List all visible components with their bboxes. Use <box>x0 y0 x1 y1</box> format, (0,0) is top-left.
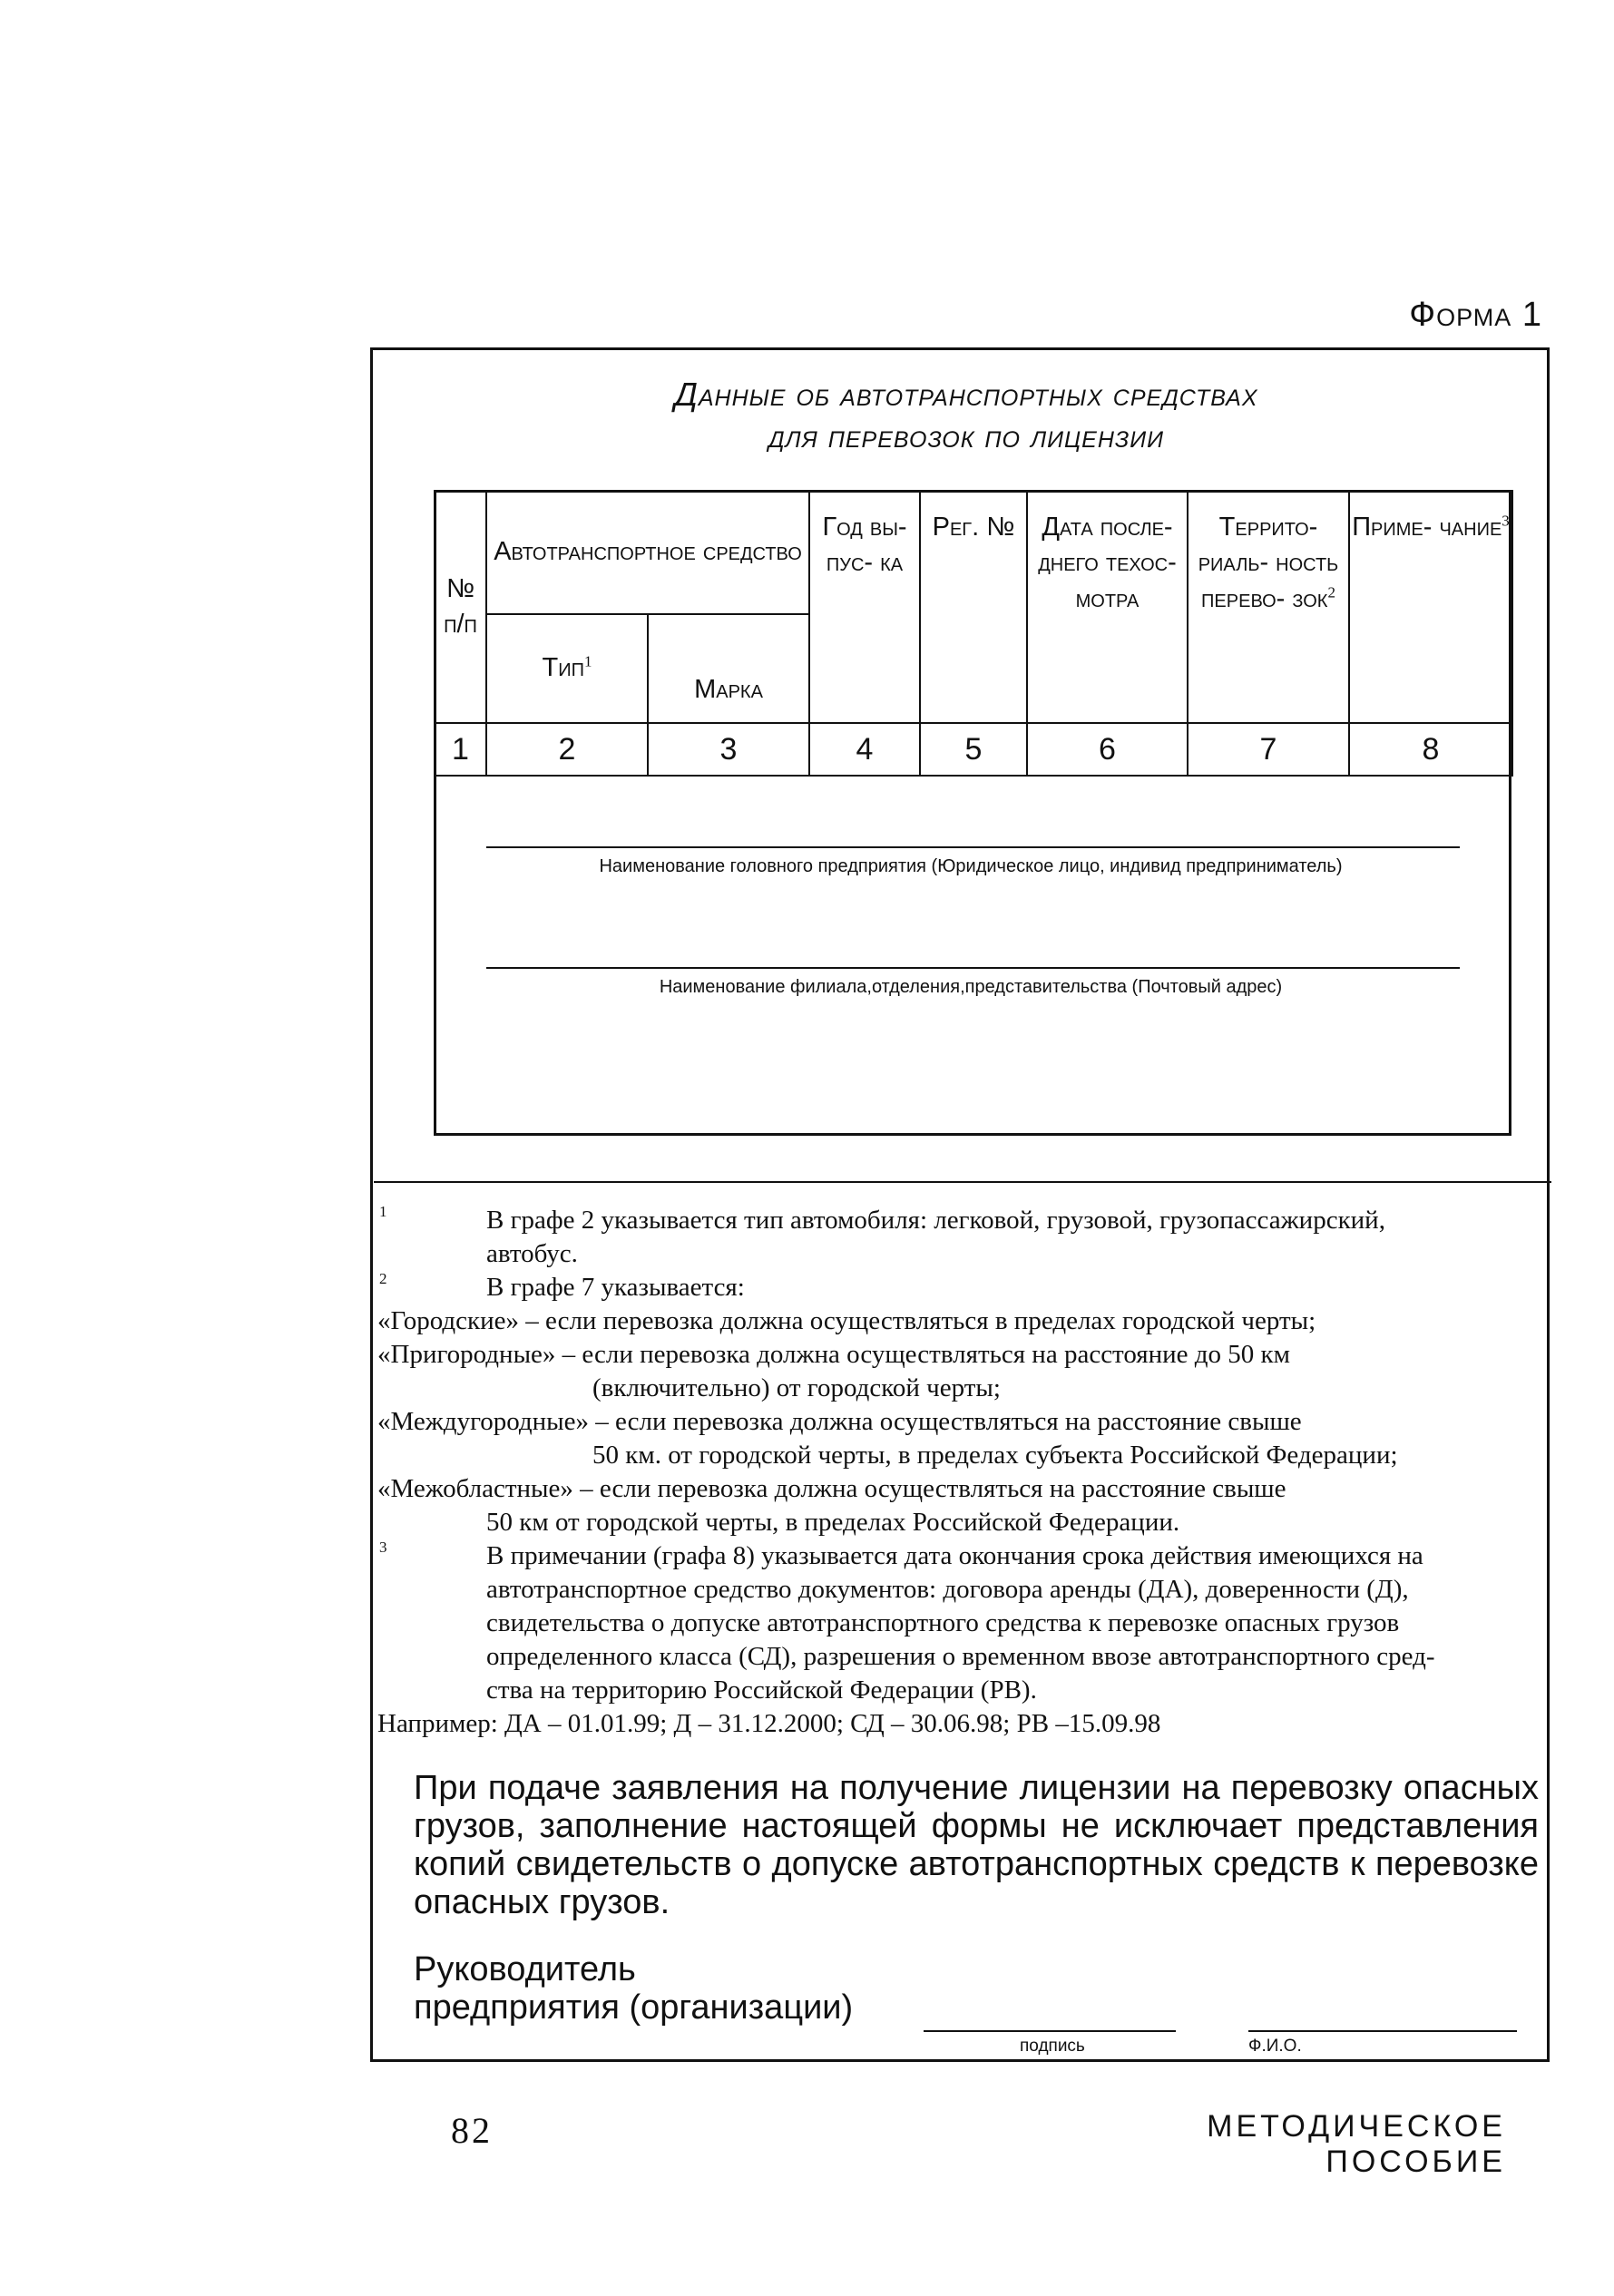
full-name-caption: Ф.И.О. <box>1248 2037 1302 2056</box>
signature-caption: подпись <box>1020 2037 1085 2056</box>
footnote-2-line-3: «Пригородные» – если перевозка должна осуществляться на расстояние до 50 км <box>377 1340 1290 1369</box>
vehicles-table <box>434 490 1513 777</box>
footnote-3-line-5: ства на территорию Российской Федерации (РВ). <box>486 1676 1037 1705</box>
column-number: 6 <box>1027 723 1188 776</box>
form-title-line1: Данные об автотранспортных средствах <box>674 376 1258 413</box>
footnote-2-line-4: (включительно) от городской черты; <box>592 1373 1001 1402</box>
footnote-3-line-3: свидетельства о допуске автотранспортного средства к перевозке опасных грузов <box>486 1608 1400 1637</box>
head-enterprise-caption: Наименование головного предприятия (Юридическое лицо, индивид предприниматель) <box>599 856 1343 876</box>
branch-caption: Наименование филиала,отделения,представительства (Почтовый адрес) <box>659 977 1283 997</box>
footnote-separator <box>374 1181 1551 1183</box>
header-type: Тип$^1$ <box>486 614 648 723</box>
column-number: 7 <box>1188 723 1349 776</box>
header-territory: Террито- риаль- ность перево- зок$^2$ <box>1188 491 1349 723</box>
column-number: 1 <box>435 723 486 776</box>
signature-line <box>924 2030 1176 2032</box>
book-title: МЕТОДИЧЕСКОЕ ПОСОБИЕ <box>1207 2109 1506 2179</box>
footnote-2-line-1: В графе 7 указывается: <box>486 1273 745 1302</box>
dangerous-goods-note: При подаче заявления на получение лицензии на перевозку опасных грузов, заполнение настоящей формы не исключает представления копий свидетельств о допуске автотранспортных средств к перевозке опасных грузов. <box>414 1769 1539 1921</box>
footnote-ref-3: 3 <box>1502 512 1510 530</box>
form-title-line2: для перевозок по лицензии <box>768 417 1165 454</box>
column-numbers-row <box>435 723 1512 776</box>
branch-line <box>486 967 1460 969</box>
footnote-2-line-8: 50 км от городской черты, в пределах Российской Федерации. <box>486 1508 1180 1537</box>
footnote-1-line-2: автобус. <box>486 1239 578 1268</box>
footnote-marker-1: 1 <box>379 1203 387 1220</box>
form-label: Форма 1 <box>1409 296 1542 334</box>
header-year: Год вы- пус- ка <box>809 491 920 723</box>
footnote-example: Например: ДА – 01.01.99; Д – 31.12.2000; СД – 30.06.98; РВ –15.09.98 <box>377 1709 1161 1738</box>
footnote-2-line-2: «Городские» – если перевозка должна осуществляться в пределах городской черты; <box>377 1306 1316 1335</box>
full-name-underline <box>1248 2059 1384 2061</box>
page-number: 82 <box>451 2110 493 2151</box>
column-number: 2 <box>486 723 648 776</box>
full-name-line <box>1248 2030 1517 2032</box>
header-inspection: Дата после- днего техос- мотра <box>1027 491 1188 723</box>
table-header-row-1 <box>435 491 1512 614</box>
column-number: 4 <box>809 723 920 776</box>
footnote-ref-1: 1 <box>583 652 592 670</box>
footnote-ref-2: 2 <box>1327 583 1335 601</box>
head-enterprise-line <box>486 846 1460 848</box>
header-note: Приме- чание$^3$ <box>1349 491 1512 723</box>
footnote-2-line-7: «Межобластные» – если перевозка должна осуществляться на расстояние свыше <box>377 1474 1286 1503</box>
column-number: 5 <box>920 723 1027 776</box>
signature-label-line2: предприятия (организации) <box>414 1988 854 2027</box>
footnote-3-line-2: автотранспортное средство документов: договора аренды (ДА), доверенности (Д), <box>486 1575 1409 1604</box>
footnote-marker-3: 3 <box>379 1539 387 1556</box>
header-reg: Рег. № <box>920 491 1027 723</box>
footnote-marker-2: 2 <box>379 1270 387 1287</box>
header-brand: Марка <box>648 614 809 723</box>
footnote-3-line-1: В примечании (графа 8) указывается дата окончания срока действия имеющихся на <box>486 1541 1423 1570</box>
column-number: 8 <box>1349 723 1512 776</box>
header-no: № п/п <box>435 491 486 723</box>
footnote-3-line-4: определенного класса (СД), разрешения о временном ввозе автотранспортного сред- <box>486 1642 1435 1671</box>
column-number: 3 <box>648 723 809 776</box>
footnote-2-line-5: «Междугородные» – если перевозка должна осуществляться на расстояние свыше <box>377 1407 1302 1436</box>
signature-label-line1: Руководитель <box>414 1950 636 1988</box>
header-vehicle: Автотранспортное средство <box>486 491 809 614</box>
footnote-2-line-6: 50 км. от городской черты, в пределах субъекта Российской Федерации; <box>592 1441 1398 1470</box>
footnote-1-line-1: В графе 2 указывается тип автомобиля: легковой, грузовой, грузопассажирский, <box>486 1206 1385 1235</box>
